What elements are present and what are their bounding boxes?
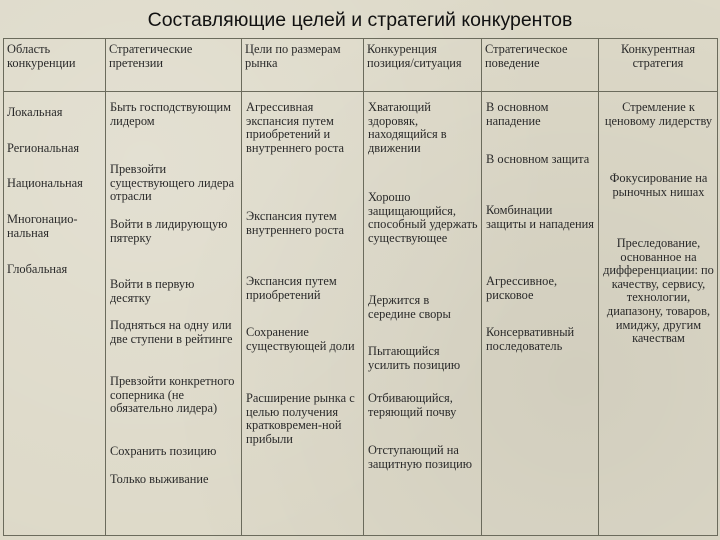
list-item: Комбинации защиты и нападения bbox=[486, 203, 594, 231]
list-item: Фокусирование на рыночных нишах bbox=[609, 171, 708, 199]
list-item: Войти в первую десятку bbox=[110, 277, 195, 305]
list-item: Пытающийся усилить позицию bbox=[368, 344, 461, 372]
list-item: Хватающий здоровяк, находящийся в движении bbox=[368, 100, 447, 155]
list-item: Локальная bbox=[7, 105, 63, 119]
list-item: Стремление к ценовому лидерству bbox=[604, 100, 713, 128]
list-item: Многонацио-нальная bbox=[7, 212, 78, 240]
list-item: В основном нападение bbox=[486, 100, 549, 128]
list-item: Отступающий на защитную позицию bbox=[368, 443, 473, 471]
list-item: Агрессивное, рисковое bbox=[486, 274, 558, 302]
list-item: Сохранение существующей доли bbox=[246, 325, 355, 353]
cell-area bbox=[4, 92, 106, 536]
cell-strategy bbox=[599, 92, 718, 536]
list-item: Расширение рынка с целью получения кратковремен-ной прибыли bbox=[246, 391, 355, 446]
header-strategy: Конкурентная стратегия bbox=[620, 42, 696, 70]
list-item: Консервативный последователь bbox=[486, 325, 575, 353]
header-cell-position bbox=[364, 39, 482, 92]
list-item: Превзойти конкретного соперника (не обязательно лидера) bbox=[110, 374, 235, 416]
list-item: Национальная bbox=[7, 176, 83, 190]
header-cell-behavior bbox=[482, 39, 599, 92]
cell-position bbox=[364, 92, 482, 536]
strategy-table bbox=[3, 38, 718, 536]
cell-market-goals bbox=[242, 92, 364, 536]
list-item: Преследование, основанное на дифференциации: по качеству, сервису, технологии, диапазону, товаров, имиджу, другим качествам bbox=[603, 236, 714, 346]
header-behavior: Стратегическое поведение bbox=[485, 42, 568, 70]
header-market-goals: Цели по размерам рынка bbox=[245, 42, 341, 70]
list-item: Подняться на одну или две ступени в рейтинге bbox=[110, 318, 233, 346]
content-row bbox=[4, 92, 718, 536]
list-item: Превзойти существующего лидера отрасли bbox=[110, 162, 235, 204]
header-cell-market-goals bbox=[242, 39, 364, 92]
list-item: В основном защита bbox=[486, 152, 590, 166]
list-item: Отбивающийся, теряющий почву bbox=[368, 391, 457, 419]
list-item: Глобальная bbox=[7, 262, 68, 276]
header-cell-claims bbox=[106, 39, 242, 92]
header-row bbox=[4, 39, 718, 92]
list-item: Региональная bbox=[7, 141, 80, 155]
header-cell-strategy bbox=[599, 39, 718, 92]
header-area: Область конкуренции bbox=[7, 42, 76, 70]
list-item: Агрессивная экспансия путем приобретений и внутреннего роста bbox=[246, 100, 345, 155]
list-item: Держится в середине своры bbox=[368, 293, 451, 321]
list-item: Сохранить позицию bbox=[110, 444, 217, 458]
cell-behavior bbox=[482, 92, 599, 536]
list-item: Экспансия путем внутреннего роста bbox=[246, 209, 345, 237]
slide-title: Составляющие целей и стратегий конкурентов bbox=[147, 9, 573, 31]
list-item: Экспансия путем приобретений bbox=[246, 274, 337, 302]
cell-claims bbox=[106, 92, 242, 536]
list-item: Только выживание bbox=[110, 472, 209, 486]
header-position: Конкуренция позиция/ситуация bbox=[367, 42, 462, 70]
list-item: Войти в лидирующую пятерку bbox=[110, 217, 228, 245]
list-item: Хорошо защищающийся, способный удержать существующее bbox=[368, 190, 478, 245]
list-item: Быть господствующим лидером bbox=[110, 100, 231, 128]
header-cell-area bbox=[4, 39, 106, 92]
header-claims: Стратегические претензии bbox=[109, 42, 193, 70]
